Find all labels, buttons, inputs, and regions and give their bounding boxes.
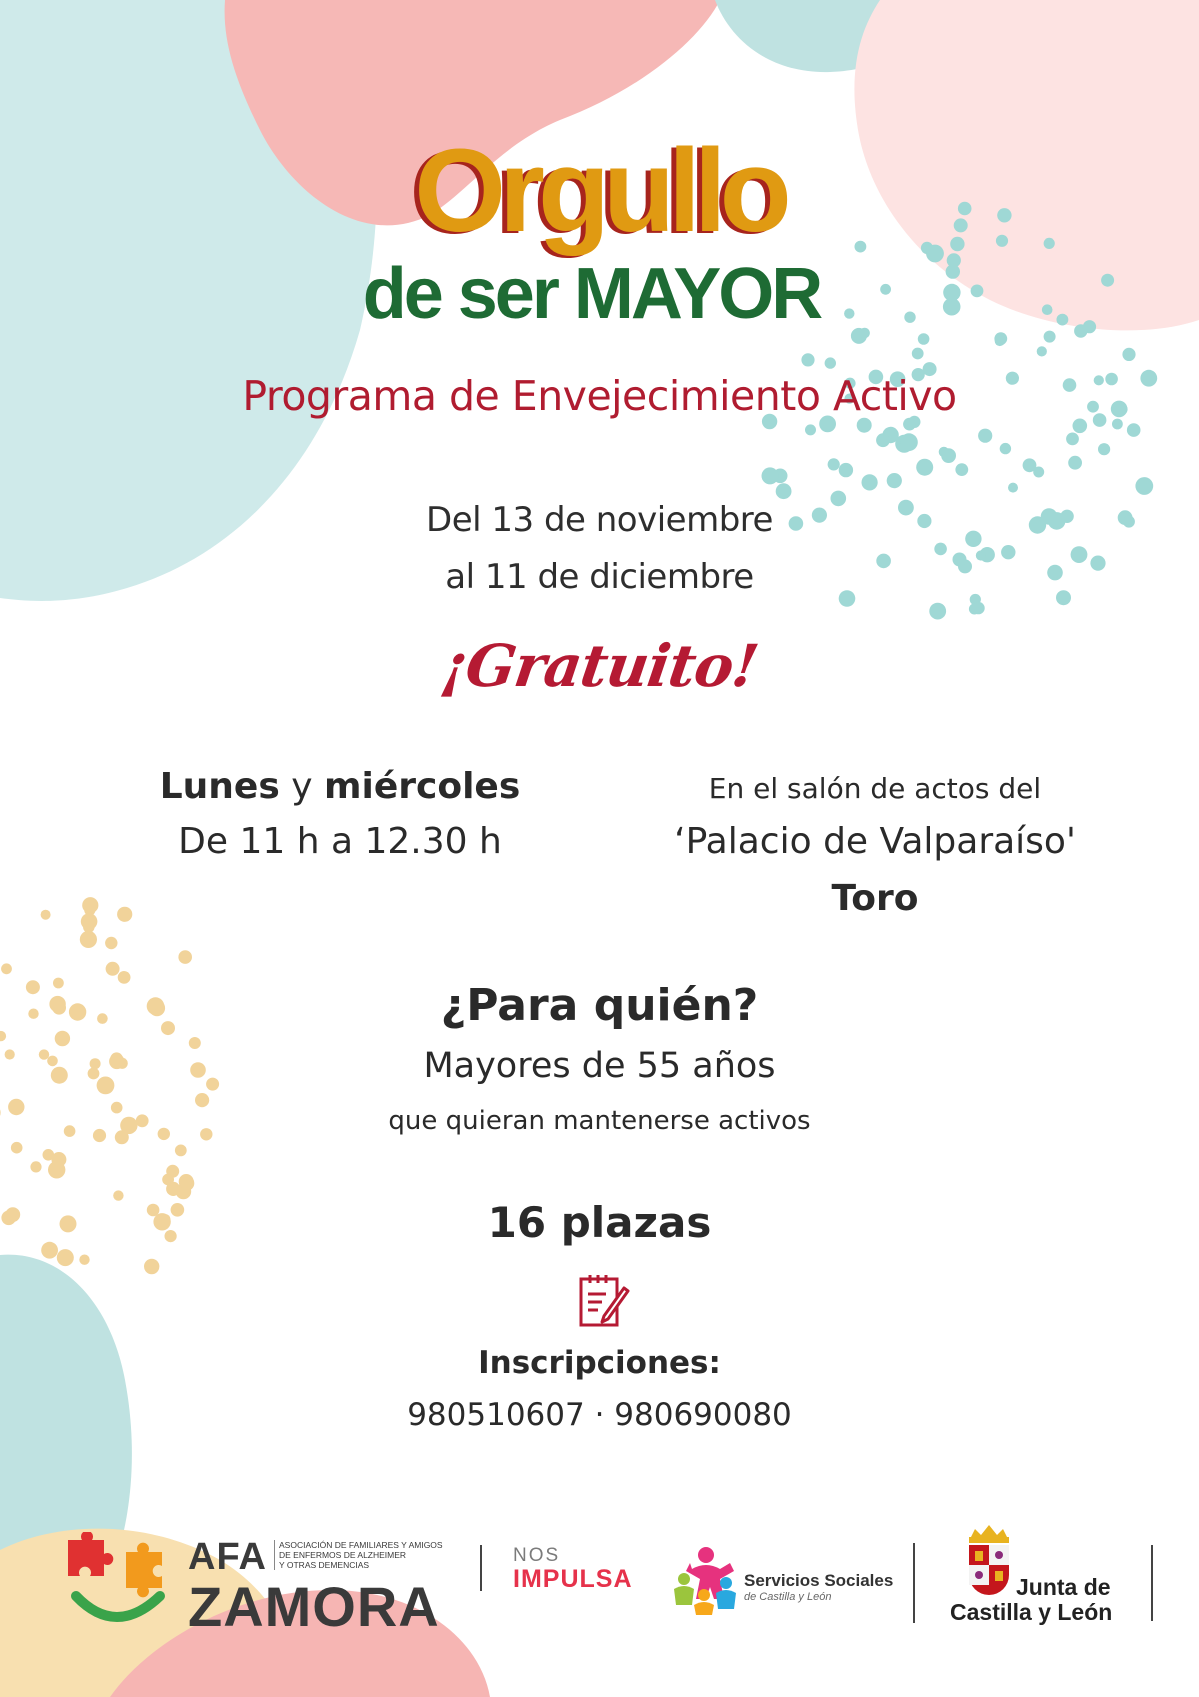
decorative-dot [862, 474, 878, 490]
afa-desc-line: DE ENFERMOS DE ALZHEIMER [279, 1550, 407, 1560]
audience-main: Mayores de 55 años [423, 1046, 776, 1086]
decorative-dot [887, 473, 902, 488]
schedule-conj: y [291, 766, 313, 807]
schedule-hours: De 11 h a 12.30 h [178, 821, 502, 862]
decorative-dot [80, 931, 97, 948]
decorative-dot [30, 1161, 41, 1172]
decorative-dot [1122, 348, 1135, 361]
location-venue: ‘Palacio de Valparaíso' [674, 821, 1076, 862]
decorative-dot [900, 433, 918, 451]
schedule-days [130, 766, 550, 807]
audience-detail: que quieran mantenerse activos [388, 1106, 811, 1136]
decorative-dot [955, 463, 968, 476]
logo-divider [913, 1543, 915, 1623]
decorative-dot [918, 333, 930, 345]
decorative-dot [144, 1259, 159, 1274]
audience-question: ¿Para quién? [440, 980, 759, 1031]
decorative-dot [55, 1031, 70, 1046]
afa-description [274, 1540, 449, 1570]
decorative-dot [105, 937, 117, 949]
decorative-dot [916, 459, 933, 476]
decorative-dot [994, 332, 1007, 345]
servicios-sociales-title: Servicios Sociales [744, 1571, 894, 1590]
decorative-dot [978, 429, 992, 443]
decorative-dot [1, 963, 12, 974]
decorative-dot [912, 348, 924, 360]
decorative-dot [825, 357, 836, 368]
schedule-day-2: miércoles [323, 766, 521, 807]
afa-desc-line: Y OTRAS DEMENCIAS [279, 1560, 370, 1570]
decorative-dot [876, 433, 890, 447]
free-label: ¡Gratuito! [437, 632, 762, 700]
impulsa-label: IMPULSA [513, 1565, 633, 1593]
junta-line-1: Junta de [1016, 1574, 1111, 1600]
date-start: Del 13 de noviembre [426, 500, 773, 540]
decorative-dot [762, 467, 779, 484]
nos-label: NOS [513, 1545, 561, 1566]
schedule [130, 766, 550, 862]
decorative-dot [839, 463, 853, 477]
seats-count: 16 plazas [487, 1198, 712, 1247]
decorative-dot [828, 458, 840, 470]
program-subtitle: Programa de Envejecimiento Activo [242, 372, 957, 420]
decorative-dot [175, 1145, 187, 1157]
decorative-dot [166, 1182, 180, 1196]
date-end: al 11 de diciembre [445, 557, 754, 597]
decorative-dot [1098, 443, 1110, 455]
decorative-dot [41, 910, 51, 920]
title-sub: de ser MAYOR [362, 254, 821, 334]
logo-divider [1151, 1545, 1153, 1621]
registration-label: Inscripciones: [478, 1345, 721, 1381]
decorative-dot [79, 1255, 89, 1265]
decorative-dot [939, 447, 949, 457]
decorative-dot [1068, 456, 1082, 470]
junta-line-2: Castilla y León [950, 1599, 1113, 1625]
decorative-dot [57, 1249, 74, 1266]
afa-city: ZAMORA [188, 1575, 440, 1638]
afa-desc-line: ASOCIACIÓN DE FAMILIARES Y AMIGOS [279, 1540, 443, 1550]
decorative-dot [801, 353, 814, 366]
decorative-dot [1037, 346, 1047, 356]
decorative-dot [117, 907, 132, 922]
decorative-dot [1066, 433, 1079, 446]
decorative-dot [1112, 419, 1123, 430]
decorative-dot [0, 1031, 6, 1041]
form-pen-icon [578, 1272, 630, 1328]
afa-zamora-logo [64, 1530, 484, 1638]
decorative-dot [106, 962, 120, 976]
servicios-sociales-subtitle: de Castilla y León [744, 1591, 832, 1603]
decorative-dot [1033, 467, 1044, 478]
decorative-dot [166, 1165, 179, 1178]
decorative-dot [51, 1152, 66, 1167]
people-figures-icon [670, 1543, 742, 1615]
decorative-dot [1044, 331, 1056, 343]
logo-divider [480, 1545, 482, 1591]
afa-acronym: AFA [188, 1536, 267, 1578]
decorative-dot [82, 897, 98, 913]
decorative-dot [178, 950, 192, 964]
puzzle-smile-icon [64, 1532, 174, 1624]
location [640, 772, 1110, 919]
decorative-dot [1000, 443, 1011, 454]
location-town: Toro [831, 878, 919, 919]
location-intro: En el salón de actos del [708, 772, 1042, 805]
decorative-dot [1127, 423, 1141, 437]
decorative-dot [1073, 419, 1088, 434]
registration-phones[interactable]: 980510607 · 980690080 [407, 1397, 792, 1433]
decorative-dot [11, 1142, 23, 1154]
decorative-dot [805, 424, 816, 435]
decorative-dot [179, 1174, 194, 1189]
title-main: Orgullo [414, 125, 785, 257]
date-range [0, 492, 1199, 606]
coat-of-arms-icon [963, 1523, 1015, 1599]
schedule-day-1: Lunes [159, 766, 280, 807]
